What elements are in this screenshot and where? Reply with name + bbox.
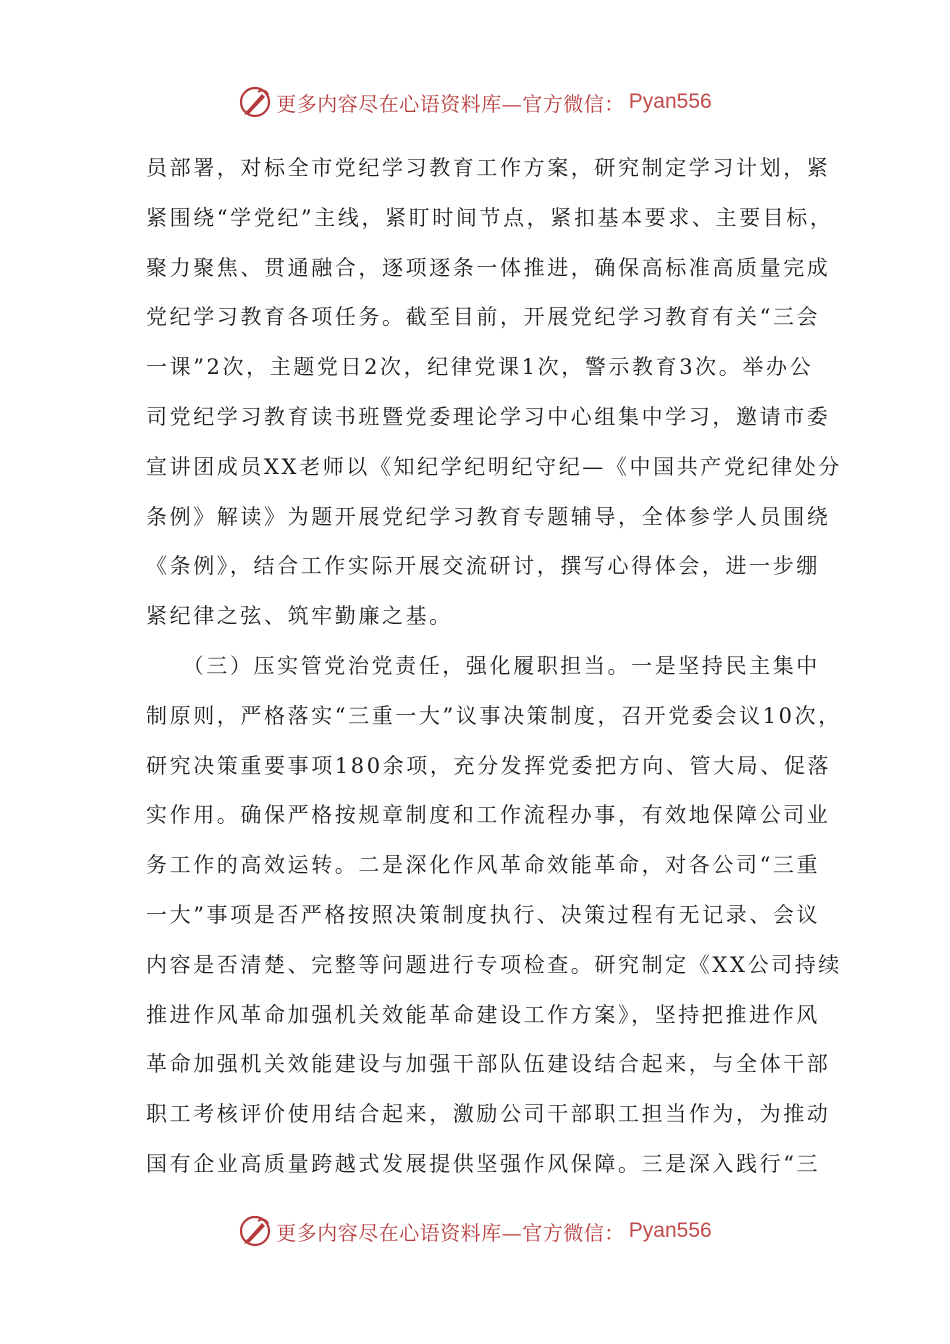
text-line: 革命加强机关效能建设与加强干部队伍建设结合起来，与全体干部 — [146, 1052, 831, 1077]
header-watermark-banner — [0, 82, 950, 122]
text-line: 紧围绕“学党纪”主线，紧盯时间节点，紧扣基本要求、主要目标， — [146, 205, 834, 230]
text-line: 务工作的高效运转。二是深化作风革命效能革命，对各公司“三重 — [146, 853, 821, 878]
text-line: 聚力聚焦、贯通融合，逐项逐条一体推进，确保高标准高质量完成 — [146, 255, 831, 280]
text-line: 一大”事项是否严格按照决策制度执行、决策过程有无记录、会议 — [146, 902, 821, 927]
text-line: 《条例》，结合工作实际开展交流研讨，撰写心得体会，进一步绷 — [146, 554, 820, 579]
text-line: 紧纪律之弦、筑牢勤廉之基。 — [146, 604, 453, 629]
text-line: 条例》解读》为题开展党纪学习教育专题辅导，全体参学人员围绕 — [146, 504, 831, 529]
text-line: 司党纪学习教育读书班暨党委理论学习中心组集中学习，邀请市委 — [146, 404, 831, 429]
text-line: 制原则，严格落实“三重一大”议事决策制度，召开党委会议10次， — [146, 703, 842, 728]
text-line: 内容是否清楚、完整等问题进行专项检查。研究制定《XX公司持续 — [146, 952, 842, 977]
text-line: 一课”2次，主题党日2次，纪律党课1次，警示教育3次。举办公 — [146, 355, 814, 380]
pen-logo-icon — [238, 85, 272, 119]
document-body — [146, 144, 842, 1190]
banner-text: 更多内容尽在心语资料库—官方微信： — [276, 1220, 625, 1245]
text-line: 宣讲团成员XX老师以《知纪学纪明纪守纪—《中国共产党纪律处分 — [146, 454, 842, 479]
banner-wechat-id: Pyan556 — [628, 90, 712, 113]
text-line: 党纪学习教育各项任务。截至目前，开展党纪学习教育有关“三会 — [146, 305, 821, 330]
paragraph-start-line: （三）压实管党治党责任，强化履职担当。一是坚持民主集中 — [146, 653, 820, 678]
banner-wechat-id: Pyan556 — [628, 1219, 712, 1242]
text-line: 研究决策重要事项180余项，充分发挥党委把方向、管大局、促落 — [146, 753, 832, 778]
text-line: 实作用。确保严格按规章制度和工作流程办事，有效地保障公司业 — [146, 803, 831, 828]
footer-watermark-banner — [0, 1211, 950, 1251]
text-line: 员部署，对标全市党纪学习教育工作方案，研究制定学习计划，紧 — [146, 156, 831, 180]
pen-logo-icon — [238, 1214, 272, 1248]
text-line: 推进作风革命加强机关效能革命建设工作方案》，坚持把推进作风 — [146, 1002, 820, 1027]
text-line: 国有企业高质量跨越式发展提供坚强作风保障。三是深入践行“三 — [146, 1151, 821, 1176]
text-line: 职工考核评价使用结合起来，激励公司干部职工担当作为，为推动 — [146, 1102, 831, 1127]
banner-text: 更多内容尽在心语资料库—官方微信： — [276, 91, 625, 116]
